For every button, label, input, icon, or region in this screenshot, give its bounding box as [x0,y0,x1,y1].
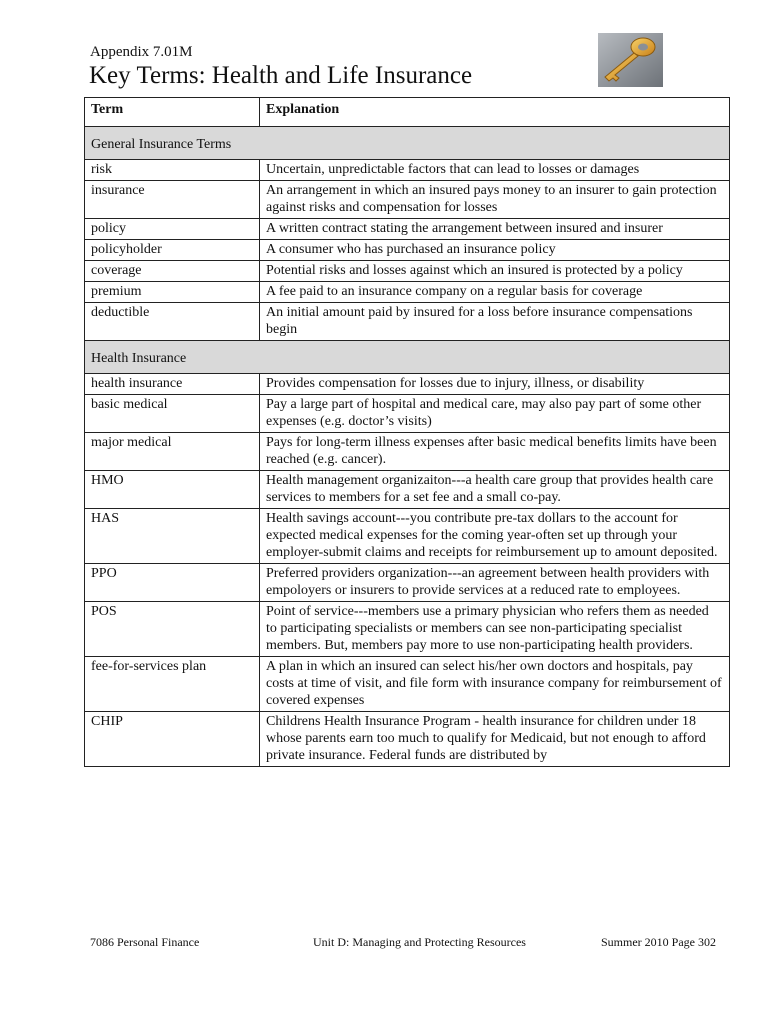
term-cell: deductible [85,303,260,341]
table-row [85,395,730,433]
section-title: Health Insurance [85,341,730,374]
table-header-row [85,98,730,127]
table-row [85,602,730,657]
explanation-cell: A fee paid to an insurance company on a regular basis for coverage [260,282,730,303]
footer-unit: Unit D: Managing and Protecting Resources [313,935,526,949]
table-row [85,433,730,471]
table-row [85,303,730,341]
explanation-cell: Health savings account---you contribute pre-tax dollars to the account for expected medical expenses for the coming year-often set up through your employer-submit claims and receipts for reimbursement up to amount deposited. [260,509,730,564]
table-row [85,160,730,181]
column-header-explanation: Explanation [260,98,730,127]
section-header-health [85,341,730,374]
table-row [85,374,730,395]
term-cell: fee-for-services plan [85,657,260,712]
term-cell: CHIP [85,712,260,767]
explanation-cell: Health management organizaiton---a health care group that provides health care services to members for a set fee and a small co-pay. [260,471,730,509]
term-cell: HAS [85,509,260,564]
explanation-cell: Pay a large part of hospital and medical care, may also pay part of some other expenses (e.g. doctor’s visits) [260,395,730,433]
explanation-cell: A consumer who has purchased an insurance policy [260,240,730,261]
table-row [85,282,730,303]
explanation-cell: Childrens Health Insurance Program - health insurance for children under 18 whose parents earn too much to qualify for Medicaid, but not enough to afford private insurance. Federal funds are distributed by [260,712,730,767]
table-row [85,261,730,282]
table-row [85,240,730,261]
explanation-cell: Preferred providers organization---an agreement between health providers with empoloyers or insurers to provide services at a reduced rate to employees. [260,564,730,602]
table-row [85,181,730,219]
term-cell: major medical [85,433,260,471]
table-row [85,712,730,767]
term-cell: coverage [85,261,260,282]
footer-course: 7086 Personal Finance [90,935,200,949]
page-title: Key Terms: Health and Life Insurance [89,62,473,89]
footer-page: Summer 2010 Page 302 [601,935,716,949]
term-cell: health insurance [85,374,260,395]
term-cell: policyholder [85,240,260,261]
term-cell: policy [85,219,260,240]
explanation-cell: Provides compensation for losses due to injury, illness, or disability [260,374,730,395]
table-row [85,471,730,509]
explanation-cell: Uncertain, unpredictable factors that can lead to losses or damages [260,160,730,181]
explanation-cell: An initial amount paid by insured for a loss before insurance compensations begin [260,303,730,341]
term-cell: POS [85,602,260,657]
key-terms-table [84,97,730,767]
term-cell: PPO [85,564,260,602]
explanation-cell: Point of service---members use a primary physician who refers them as needed to participating specialists or members can see non-participating specialist members. But, members pay more to use non-participating health providers. [260,602,730,657]
term-cell: insurance [85,181,260,219]
section-header-general [85,127,730,160]
column-header-term: Term [85,98,260,127]
explanation-cell: Potential risks and losses against which an insured is protected by a policy [260,261,730,282]
table-row [85,657,730,712]
explanation-cell: A written contract stating the arrangement between insured and insurer [260,219,730,240]
table-row [85,509,730,564]
table-row [85,564,730,602]
term-cell: HMO [85,471,260,509]
term-cell: risk [85,160,260,181]
table-row [85,219,730,240]
section-title: General Insurance Terms [85,127,730,160]
term-cell: basic medical [85,395,260,433]
appendix-label: Appendix 7.01M [90,44,193,60]
explanation-cell: A plan in which an insured can select his/her own doctors and hospitals, pay costs at time of visit, and file form with insurance company for reimbursement of covered expenses [260,657,730,712]
explanation-cell: An arrangement in which an insured pays money to an insurer to gain protection against risks and compensation for losses [260,181,730,219]
golden-key-icon [598,33,663,87]
term-cell: premium [85,282,260,303]
explanation-cell: Pays for long-term illness expenses after basic medical benefits limits have been reached (e.g. cancer). [260,433,730,471]
